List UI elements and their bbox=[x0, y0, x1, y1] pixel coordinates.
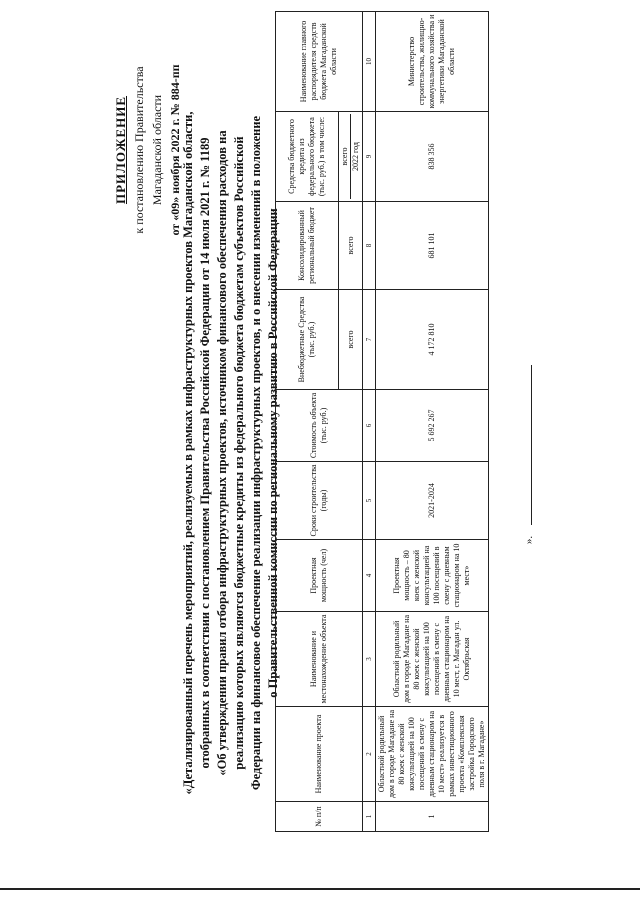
table-header-row bbox=[276, 12, 339, 832]
title-line: реализацию которых являются бюджетные кредиты из федерального бюджета бюджетам субъектов Российской bbox=[232, 136, 246, 770]
column-number: 7 bbox=[363, 290, 376, 390]
column-number: 4 bbox=[363, 540, 376, 612]
subheader-total: всего bbox=[340, 147, 349, 166]
capacity: Проектная мощность – 80 коек с женской консультацией на 100 посещений в смену с дневным стационаром на 10 мест» bbox=[376, 540, 489, 612]
header-cell: Наименование главного распорядителя средств бюджета Магаданской области bbox=[276, 12, 363, 112]
regional-budget: 681 101 bbox=[376, 202, 489, 290]
header-cell: Проектная мощность (чел) bbox=[276, 540, 363, 612]
closing-quote: ». bbox=[523, 535, 535, 545]
object-name: Областной родильный дом в городе Магадане на 80 коек с женской консультацией на 100 посещений в смену с дневным стационаром на 10 мест, г. Магадан ул. Октябрьская bbox=[376, 612, 489, 707]
projects-table bbox=[275, 11, 489, 832]
extrabudgetary-funds: 4 172 810 bbox=[376, 290, 489, 390]
header-cell: № п/п bbox=[276, 802, 363, 832]
column-number: 10 bbox=[363, 12, 376, 112]
appendix-block bbox=[112, 35, 184, 265]
column-number: 9 bbox=[363, 112, 376, 202]
table-number-row bbox=[363, 12, 376, 832]
header-cell: Наименование и местонахождение объекта bbox=[276, 612, 363, 707]
column-number: 6 bbox=[363, 390, 376, 462]
subheader-year: 2022 год bbox=[350, 114, 361, 199]
column-number: 1 bbox=[363, 802, 376, 832]
title-line: «Об утверждении правил отбора инфраструктурных проектов, источником финансового обеспечения расходов на bbox=[215, 130, 229, 776]
header-cell: Внебюджетные Средства (тыс. руб.) bbox=[276, 290, 339, 390]
construction-period: 2021-2024 bbox=[376, 462, 489, 540]
column-number: 3 bbox=[363, 612, 376, 707]
appendix-line: к постановлению Правительства bbox=[132, 66, 146, 234]
table-row bbox=[376, 12, 489, 832]
title-line: «Детализированный перечень мероприятий, реализуемых в рамках инфраструктурных проектов Магаданской области, bbox=[181, 111, 195, 795]
federal-credit: 838 356 bbox=[376, 112, 489, 202]
title-line: отобранных в соответствии с постановлением Правительства Российской Федерации от 14 июля 2021 г. № 1189 bbox=[198, 137, 212, 769]
header-cell: Средства бюджетного кредита из федерального бюджета (тыс. руб.) в том числе: bbox=[276, 112, 339, 202]
row-number: 1 bbox=[376, 802, 489, 832]
object-cost: 5 692 267 bbox=[376, 390, 489, 462]
subheader-cell bbox=[339, 112, 363, 202]
budget-manager: Министерство строительства, жилищно-коммунального хозяйства и энергетики Магаданской области bbox=[376, 12, 489, 112]
document-title bbox=[180, 73, 282, 833]
column-number: 8 bbox=[363, 202, 376, 290]
column-number: 2 bbox=[363, 707, 376, 802]
subheader-cell: всего bbox=[339, 202, 363, 290]
appendix-heading: ПРИЛОЖЕНИЕ bbox=[113, 95, 128, 205]
bottom-rule bbox=[0, 888, 640, 890]
appendix-line: Магаданской области bbox=[150, 94, 164, 206]
header-cell: Консолидированный региональный бюджет bbox=[276, 202, 339, 290]
appendix-date: от «09» ноября 2022 г. № 884-пп bbox=[168, 64, 182, 236]
subheader-cell: всего bbox=[339, 290, 363, 390]
header-cell: Стоимость объекта (тыс. руб.) bbox=[276, 390, 363, 462]
project-name: Областной родильный дом в городе Магадане на 80 коек с женской консультацией на 100 посещений в смену с дневным стационаром на 10 мест» реализуется в рамках инвестиционного проекта «Комплексная застройка Городского поля в г. Магадане» bbox=[376, 707, 489, 802]
column-number: 5 bbox=[363, 462, 376, 540]
header-cell: Сроки строительства (годы) bbox=[276, 462, 363, 540]
title-line: о Правительственной комиссии по региональному развитию в Российской Федерации bbox=[266, 208, 280, 698]
closing-underline bbox=[531, 365, 532, 525]
title-line: Федерации на финансовое обеспечение реализации инфраструктурных проектов, и о внесении изменений в положение bbox=[249, 115, 263, 791]
header-cell: Наименование проекта bbox=[276, 707, 363, 802]
